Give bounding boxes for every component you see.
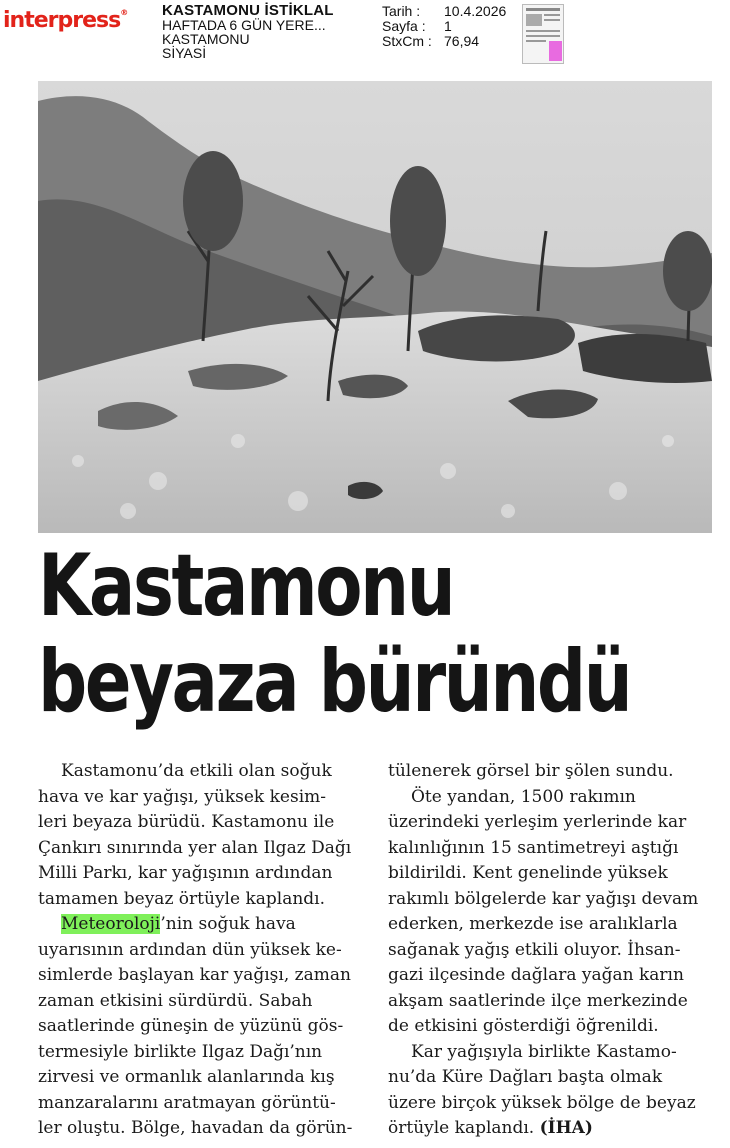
- text-line: zirvesi ve ormanlık alanlarında kış: [38, 1067, 335, 1087]
- text-line: termesiyle birlikte Ilgaz Dağı’nın: [38, 1041, 323, 1062]
- text-line: sağanak yağış etkili oluyor. İhsan-: [388, 939, 681, 960]
- text-line: Kar yağışıyla birlikte Kastamo-: [411, 1041, 677, 1062]
- text-line: Meteoroloji’nin soğuk hava: [61, 914, 296, 934]
- text-line: manzaralarını aratmayan görüntü-: [38, 1092, 336, 1113]
- text-line: rakımlı bölgelerde kar yağışı devam: [388, 888, 699, 909]
- publication-name: KASTAMONU İSTİKLAL: [162, 2, 334, 19]
- text-line: kalınlığının 15 santimetreyi aştığı: [388, 837, 679, 858]
- text-line: saatlerinde güneşin de yüzünü gös-: [38, 1016, 344, 1036]
- text-line: tamamen beyaz örtüyle kaplandı.: [38, 888, 326, 909]
- text-line: nu’da Küre Dağları başta olmak: [388, 1067, 663, 1087]
- publication-category: SİYASİ: [162, 45, 207, 61]
- meta-stxcm: StxCm : 76,94: [382, 33, 480, 49]
- text-line: ederken, merkezde ise aralıklarla: [388, 914, 678, 934]
- snowy-hillside-illustration: [38, 81, 712, 533]
- clipping-meta: [382, 4, 506, 49]
- text-line: hava ve kar yağışı, yüksek kesim-: [38, 786, 327, 807]
- text-line: bildirildi. Kent genelinde yüksek: [388, 863, 668, 883]
- meta-date: Tarih : 10.4.2026: [382, 3, 507, 19]
- headline-line-1: Kastamonu: [38, 536, 454, 636]
- highlighted-keyword: Meteoroloji: [61, 914, 161, 934]
- text-line: örtüyle kaplandı. (İHA): [388, 1118, 593, 1138]
- text-line: Çankırı sınırında yer alan Ilgaz Dağı: [38, 837, 352, 858]
- publication-city: KASTAMONU: [162, 31, 250, 47]
- text-line: Kastamonu’da etkili olan soğuk: [61, 761, 332, 781]
- article-headline: [38, 536, 631, 732]
- publication-frequency: HAFTADA 6 GÜN YERE...: [162, 17, 326, 33]
- text-line: üzerindeki yerleşim yerlerinde kar: [388, 812, 687, 832]
- text-line: simlerde başlayan kar yağışı, zaman: [38, 965, 351, 985]
- text-line: akşam saatlerinde ilçe merkezinde: [388, 990, 688, 1011]
- text-line: de etkisini gösterdiği öğrenildi.: [388, 1016, 659, 1036]
- agency-signature: (İHA): [539, 1118, 593, 1138]
- text-line: uyarısının ardından dün yüksek ke-: [38, 939, 342, 960]
- publication-info: [162, 4, 334, 60]
- text-line: Öte yandan, 1500 rakımın: [411, 786, 636, 807]
- page-thumbnail[interactable]: [522, 4, 564, 64]
- article-photo: [38, 81, 712, 533]
- interpress-logo: interpress®: [3, 8, 129, 33]
- text-line: leri beyaza bürüdü. Kastamonu ile: [38, 812, 335, 832]
- article-column-1: [38, 759, 360, 1142]
- article-column-2: [388, 759, 710, 1142]
- headline-line-2: beyaza büründü: [38, 632, 631, 732]
- text-line: Milli Parkı, kar yağışının ardından: [38, 863, 333, 883]
- text-line: üzere birçok yüksek bölge de beyaz: [388, 1092, 696, 1113]
- text-line: ler oluştu. Bölge, havadan da görün-: [38, 1118, 353, 1138]
- text-line: zaman etkisini sürdürdü. Sabah: [38, 990, 313, 1011]
- text-line: tülenerek görsel bir şölen sundu.: [388, 761, 674, 781]
- text-line: gazi ilçesinde dağlara yağan karın: [388, 965, 684, 985]
- meta-page: Sayfa : 1: [382, 18, 452, 34]
- article-position-marker: [549, 41, 562, 61]
